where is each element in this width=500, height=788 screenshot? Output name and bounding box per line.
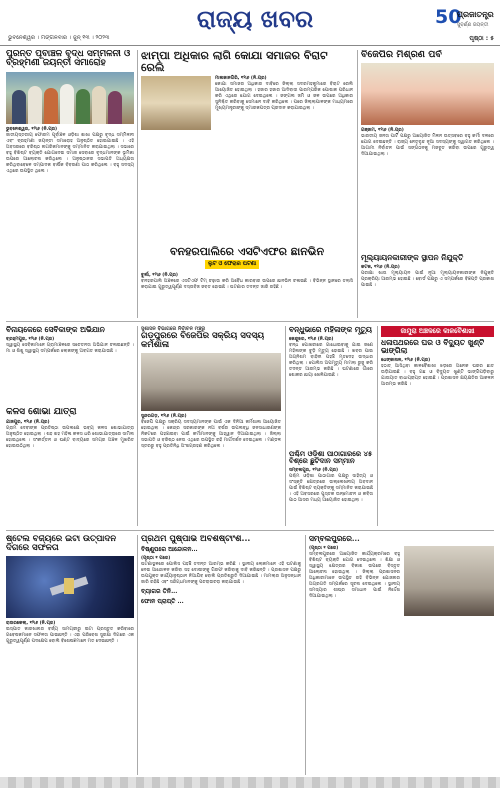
subhead-two: ବ୍ୟାଗର ତିନି... bbox=[141, 588, 178, 596]
story-evaluators bbox=[361, 254, 494, 318]
byline: ଧେଙ୍କାନାଳ, ୧୨ା୬ (ନି.ପ୍ର) bbox=[381, 357, 431, 363]
crowd-photo bbox=[6, 72, 134, 124]
page-header bbox=[0, 0, 500, 46]
byline: କେନ୍ଦୁଝର, ୧୨ା୬ (ନି.ପ୍ର) bbox=[289, 336, 334, 342]
byline: (ପୃଷ୍ଠା ୧ ପରେ) bbox=[309, 545, 339, 551]
story-body: ହଠାତ୍ ଆସିଥିବା କାଳବୈଶାଖୀ ଝଡ଼ରେ ଅନେକ ଘରର ଛାତ ଉଡ଼ିଯାଇଛି । ବହୁ ଗଛ ଓ ବିଦ୍ୟୁତ ଖୁଣ୍ଟି ଭାଙ୍ଗିପଡ଼ିବାରୁ ଯାତାୟାତ ବାଧାପ୍ରାପ୍ତ ହୋଇଛି । ପ୍ରଶାସନ କ୍ଷୟକ୍ଷତିର ଆକଳନ ଆରମ୍ଭ କରିଛି । bbox=[381, 363, 494, 387]
story-stf-raid bbox=[141, 246, 353, 318]
headline: ପ୍ରଥମ ପୁଷ୍ପାଭ ଅବଶିଷ୍ଟାଂଶ... bbox=[141, 535, 251, 544]
story-body: ଘଟଣାସ୍ଥଳରେ ପୋଲିସ ପହଞ୍ଚି ତଦନ୍ତ ଆରମ୍ଭ କରିଛି । ସ୍ଥାନୀୟ ଲୋକମାନେ ଏହି ଘଟଣାକୁ ନେଇ ଆନ୍ଦୋଳନ କରିବା ସହ ଦୋଷୀଙ୍କୁ ଗିରଫ କରିବାକୁ ଦାବି କରିଛନ୍ତି । ପ୍ରଶାସନ ପକ୍ଷରୁ ଉପଯୁକ୍ତ କାର୍ଯ୍ୟାନୁଷ୍ଠାନ ନିଆଯିବ ବୋଲି ପ୍ରତିଶ୍ରୁତି ଦିଆଯାଇଛି । ମାମଲାର ଅନୁସନ୍ଧାନ ଜାରି ରହିଛି ଏବଂ ସନ୍ଦିଗ୍ଧମାନଙ୍କୁ ପଚରାଉଚରା କରାଯାଉଛି । bbox=[141, 562, 301, 586]
dateline: ଭୁବନେଶ୍ୱର । ମଙ୍ଗଳବାର । ଜୁନ୍ ୧୩ । ୨୦୨୩ bbox=[8, 35, 110, 41]
headline: ଝାମ୍ପା ଅଧିକାର ଲାଗି କୋଯା ସମାଜର ବିରାଟ ରେଲି bbox=[141, 50, 328, 74]
story-body: ବନହରପାଲି ଅଞ୍ଚଳରେ ଏସଟିଏଫ ଟିମ୍ ଚଢ଼ାଉ କରି ଅବୈଧ କାରବାର ଉପରେ ଛାନଭିନ ଚଳାଇଛି । ବିଭିନ୍ନ ସ୍ଥାନରେ ତଲାସି କରାଯାଇ ଗୁରୁତ୍ୱପୂର୍ଣ୍ଣ ଦସ୍ତାବିଜ ଜବତ ହୋଇଛି । ଘଟଣାର ତଦନ୍ତ ଜାରି ରହିଛି । bbox=[141, 278, 353, 290]
story-sambalpur bbox=[309, 535, 494, 775]
byline: ଗଞ୍ଜାମ, ୧୨ା୬ (ନି.ପ୍ର) bbox=[361, 127, 404, 133]
story-drowning bbox=[289, 326, 373, 446]
headline: ବିଜେପିର ମିଶ୍ରଣ ପର୍ବ bbox=[361, 50, 442, 60]
subhead-three: ଫୋନ ପ୍ରାପ୍ତି ... bbox=[141, 597, 184, 605]
rally-photo bbox=[141, 76, 211, 130]
story-body: କୋଯା ସମାଜର ଅଧିକାର ଦାବିରେ ଜିଲ୍ଲା ସଦରମହକୁମାରେ ବିରାଟ ରେଲି ଆୟୋଜିତ ହୋଇଥିଲା । ହଜାର ହଜାର ଆଦିବାସୀ ପାରମ୍ପରିକ ପୋଷାକ ପରିଧାନ କରି ଏଥିରେ ଯୋଗ ଦେଇଥିଲେ । ଜଙ୍ଗଲ ଜମି ଓ ଜଳ ଉପରେ ଅଧିକାର ସୁନିଶ୍ଚିତ କରିବାକୁ ସେମାନେ ଦାବି କରିଥିଲେ । ପରେ ଜିଲ୍ଲାପାଳଙ୍କ ମାଧ୍ୟମରେ ମୁଖ୍ୟମନ୍ତ୍ରୀଙ୍କୁ ସ୍ମାରକପତ୍ର ପ୍ରଦାନ କରାଯାଇଥିଲା । bbox=[215, 82, 353, 112]
story-remains bbox=[141, 535, 301, 775]
story-bjp-workshop bbox=[141, 326, 281, 526]
byline: କଟକ, ୧୨ା୬ (ନି.ପ୍ର) bbox=[361, 264, 400, 270]
story-elderly-meet bbox=[6, 50, 134, 318]
headline: ମୂଲ୍ୟାୟନକାରୀଙ୍କ ସ୍ଥାପନ ନିଯୁକ୍ତି bbox=[361, 254, 464, 262]
color-registration-strip bbox=[0, 777, 500, 788]
story-bjp-milan bbox=[361, 50, 494, 250]
story-body: ଗ୍ରାମ ଦେବୀଙ୍କ ପ୍ରତିଷ୍ଠା ଉପଲକ୍ଷେ ଭବ୍ୟ କଳସ ଶୋଭାଯାତ୍ରା ଅନୁଷ୍ଠିତ ହୋଇଥିଲା । ଶହ ଶହ ମହିଳା କଳସ ଧରି ଶୋଭାଯାତ୍ରାରେ ସାମିଲ ହୋଇଥିଲେ । ସଂକୀର୍ତ୍ତନ ଓ ଘଣ୍ଟ ବାଦ୍ୟରେ ସମଗ୍ର ଅଞ୍ଚଳ ମୁଖରିତ ହୋଇଉଠିଥିଲା । bbox=[6, 426, 134, 450]
story-kalas-yatra bbox=[6, 408, 134, 528]
party-photo bbox=[361, 63, 494, 125]
story-body: ଇସ୍ପାତ କାରଖାନାର ବର୍ଜ୍ୟ ସାମଗ୍ରୀରୁ ଇଟା ପ୍ରସ୍ତୁତ କରିବାରେ ଗବେଷକମାନେ ସଫଳତା ପାଇଛନ୍ତି । ଏହା ପରିବେଶ ସୁରକ୍ଷା ଦିଗରେ ଏକ ଗୁରୁତ୍ୱପୂର୍ଣ୍ଣ ପଦକ୍ଷେପ ବୋଲି ବିଶେଷଜ୍ଞମାନେ ମତ ଦେଇଛନ୍ତି । bbox=[6, 626, 134, 644]
story-koya-rally bbox=[141, 50, 353, 242]
byline: ବ୍ରହ୍ମପୁର, ୧୨ା୬ (ନି.ପ୍ର) bbox=[6, 336, 55, 342]
story-tag: ଲୁଟ ଓ ଫେରାର ଘଟଣା bbox=[205, 260, 259, 269]
story-body: ଭାରତୀୟ ଜନତା ପାର୍ଟି ପକ୍ଷରୁ ଆୟୋଜିତ ମିଳନ ଉତ୍ସବରେ ବହୁ କର୍ମୀ ଦଳରେ ଯୋଗ ଦେଇଛନ୍ତି । ରାଜ୍ୟ ନେତୃବୃନ୍ଦ ନୂଆ ସଦସ୍ୟଙ୍କୁ ସ୍ୱାଗତ କରିଥିଲେ । ଆଗାମୀ ନିର୍ବାଚନ ପାଇଁ ସଙ୍ଗଠନକୁ ମଜବୁତ କରିବା ଉପରେ ଗୁରୁତ୍ୱ ଦିଆଯାଇଥିଲା । bbox=[361, 133, 494, 157]
headline: ବିନାୟକେରେ ସେବିକାଙ୍କ ଅଭିଯାନ bbox=[6, 326, 105, 334]
headline: ସମ୍ବଲପୁରରେ... bbox=[309, 535, 360, 543]
story-body: ପଶ୍ଚିମ ଓଡ଼ିଶା ପାଠାଗାର ପକ୍ଷରୁ ସାହିତ୍ୟ ଓ ସଂସ୍କୃତି କ୍ଷେତ୍ରରେ ଉଲ୍ଲେଖନୀୟ ଅବଦାନ ପାଇଁ ବିଶିଷ୍ଟ ବ୍ୟକ୍ତିଙ୍କୁ ସମ୍ମାନିତ କରାଯାଇଛି । ଏହି ଅବସରରେ ପୁସ୍ତକ ଉନ୍ମୋଚନ ଓ କବିତା ପାଠ ଆସର ମଧ୍ୟ ଆୟୋଜିତ ହୋଇଥିଲା । bbox=[289, 473, 373, 503]
story-storm-damage bbox=[381, 339, 494, 526]
story-steel-bricks bbox=[6, 535, 134, 775]
story-body: ସମ୍ବଲପୁରରେ ଆୟୋଜିତ କାର୍ଯ୍ୟକ୍ରମରେ ବହୁ ବିଶିଷ୍ଟ ବ୍ୟକ୍ତି ଯୋଗ ଦେଇଥିଲେ । ଶିକ୍ଷା ଓ ସ୍ୱାସ୍ଥ୍ୟ କ୍ଷେତ୍ରର ବିକାଶ ଉପରେ ବିସ୍ତୃତ ଆଲୋଚନା ହୋଇଥିଲା । ଜିଲ୍ଲା ପ୍ରଶାସନର ଅଧିକାରୀମାନେ ଉପସ୍ଥିତ ରହି ବିଭିନ୍ନ ଯୋଜନାର ଅଗ୍ରଗତି ସମ୍ପର୍କରେ ସୂଚନା ଦେଇଥିଲେ । ସ୍ଥାନୀୟ ସମସ୍ୟାର ଶୀଘ୍ର ସମାଧାନ ପାଇଁ ନିର୍ଦ୍ଦେଶ ଦିଆଯାଇଥିଲା । bbox=[309, 551, 400, 599]
subhead-one: ବିଷ୍ଣୁପରେ ଆନ୍ଦୋଳନ... bbox=[141, 545, 198, 553]
headline: ବନ୍ଧୁଭାରେ ମହିଳାଙ୍କ ମୃତ୍ୟୁ bbox=[289, 326, 372, 334]
byline: ବୁର୍ଲା, ୧୨ା୬ (ନି.ପ୍ର) bbox=[141, 272, 178, 278]
story-sevika bbox=[6, 326, 134, 404]
story-body: ପରୀକ୍ଷା ଖାତା ମୂଲ୍ୟାୟନ ପାଇଁ ନୂଆ ମୂଲ୍ୟାୟନକାରୀଙ୍କ ନିଯୁକ୍ତି ପ୍ରକ୍ରିୟା ଆରମ୍ଭ ହୋଇଛି । ବୋର୍ଡ ପକ୍ଷରୁ ଏ ସମ୍ପର୍କରେ ବିଜ୍ଞପ୍ତି ପ୍ରକାଶ ପାଇଛି । bbox=[361, 270, 494, 288]
logo-name: ପ୍ରଜାତନ୍ତ୍ର bbox=[457, 10, 494, 19]
logo-50-mark: 50 bbox=[435, 6, 462, 28]
workshop-photo bbox=[141, 353, 281, 411]
story-body: ବନ୍ଧ ପୋଖରୀରେ ଗାଧୋଇବାକୁ ଯାଇ ଜଣେ ମହିଳାଙ୍କ ବୁଡ଼ି ମୃତ୍ୟୁ ହୋଇଛି । ଖବର ପାଇ ଅଗ୍ନିଶମ ବାହିନୀ ପହଞ୍ଚି ମୃତଦେହ ଉଦ୍ଧାର କରିଥିଲା । ପୋଲିସ ଅପମୃତ୍ୟୁ ମାମଲା ରୁଜୁ କରି ତଦନ୍ତ ଆରମ୍ଭ କରିଛି । ଘଟଣାରେ ଗାଁରେ ଶୋକର ଛାୟା ଖେଳିଯାଇଛି । bbox=[289, 342, 373, 378]
ceremony-photo bbox=[404, 546, 494, 616]
headline: ପୁରିନ୍ତ ପୂର୍ବାଞ୍ଚଳ ବୃଦ୍ଧ ସମ୍ମିଳନୀ ଓ ବ୍ରହ୍ମଣୀ ଜୟନ୍ତୀ ସମାରୋହ bbox=[6, 50, 131, 69]
byline: ସୁନ୍ଦରଗଡ଼, ୧୨ା୬ (ନି.ପ୍ର) bbox=[141, 413, 187, 419]
story-library-award bbox=[289, 450, 373, 526]
kicker: ସୁଶାସନ ବିଭାଗରେ ନିର୍ବାଚନ ମଞ୍ଚରୁ bbox=[141, 326, 206, 332]
byline: ରାଉରକେଲା, ୧୨ା୬ (ନି.ପ୍ର) bbox=[6, 620, 56, 626]
kicker-bar: ଜାମୁରା ଅଞ୍ଚଳରେ କାଳବୈଶାଖୀ bbox=[381, 326, 494, 337]
story-body: ଜାତୀୟସ୍ତରୀୟ ଫୋରମ ପୂର୍ବାଞ୍ଚଳ ଓଡ଼ିଶା ଶାଖା ପକ୍ଷରୁ ବୃଦ୍ଧ ସମ୍ମିଳନୀ ଏବଂ ବ୍ରହ୍ମଣୀ ଜୟନ୍ତୀ ସମାରୋହ ଅନୁଷ୍ଠିତ ହୋଇଯାଇଛି । ଏହି ଅବସରରେ ବରିଷ୍ଠ ନାଗରିକମାନଙ୍କୁ ସମ୍ମାନିତ କରାଯାଇଥିଲା । ସଭାରେ ବହୁ ବିଶିଷ୍ଟ ବ୍ୟକ୍ତି ଯୋଗଦେଇ ସମାଜ ସେବାରେ ବୃଦ୍ଧମାନଙ୍କ ଭୂମିକା ଉପରେ ଆଲୋଚନା କରିଥିଲେ । ଅନୁଷ୍ଠାନର ସଭାପତି ଅଧ୍ୟକ୍ଷତା କରିଥିବାବେଳେ ସମ୍ପାଦକ ବାର୍ଷିକ ବିବରଣୀ ପାଠ କରିଥିଲେ । ବହୁ ସଦସ୍ୟ ଏଥିରେ ଉପସ୍ଥିତ ଥିଲେ । bbox=[6, 132, 134, 174]
headline: କଳସ ଶୋଭା ଯାତ୍ରା bbox=[6, 408, 77, 417]
headline: ଧଳାପଥରରେ ଘର ଓ ବିଦ୍ୟୁତ ଖୁଣ୍ଟି ଭାଙ୍ଗିଲା bbox=[381, 339, 485, 355]
byline: ସମ୍ବଲପୁର, ୧୨ା୬ (ନି.ପ୍ର) bbox=[289, 467, 339, 473]
headline: ବନହରପାଲିରେ ଏସଟିଏଫର ଛାନଭିନ bbox=[169, 246, 325, 258]
story-body: ସ୍ୱାସ୍ଥ୍ୟ ସେବିକାମାନେ ଗ୍ରାମାଞ୍ଚଳରେ ସଚେତନତା ଅଭିଯାନ ଚଳାଇଛନ୍ତି । ମା ଓ ଶିଶୁ ସ୍ୱାସ୍ଥ୍ୟ ସମ୍ପର୍କରେ ଲୋକଙ୍କୁ ଅବଗତ କରାଯାଉଛି । bbox=[6, 342, 134, 354]
byline: (ପୃଷ୍ଠା ୧ ପରେ) bbox=[141, 556, 171, 562]
page-number: ପୃଷ୍ଠା : ୫ bbox=[469, 35, 494, 42]
byline: ମାଲକାନଗିରି, ୧୨ା୬ (ନି.ପ୍ର) bbox=[215, 76, 267, 82]
headline: ଗଡ଼ପୁରରେ ବିଜେପିର ସକ୍ରିୟ ସଦସ୍ୟ କର୍ମଶାଳା bbox=[141, 331, 265, 350]
satellite-photo bbox=[6, 556, 134, 618]
headline: ପଶ୍ଚିମ ଓଡ଼ିଶା ପାଠାଗାରରେ ୪୫ ବିଶ୍ରେ ଛୁଟିଦାନ ସମ୍ମାନ bbox=[289, 450, 373, 466]
section-title: ରାଜ୍ୟ ଖବର bbox=[196, 4, 314, 33]
byline: ଭୁବନେଶ୍ୱର, ୧୨ା୬ (ନି.ପ୍ର) bbox=[6, 126, 58, 132]
headline: ଷ୍ଟେଲ ବର୍ଜ୍ୟରେ ଇଟା ଉତ୍ପାଦନ ଦିଗରେ ସଫଳତା bbox=[6, 535, 117, 553]
byline: ଯାଜପୁର, ୧୨ା୬ (ନି.ପ୍ର) bbox=[6, 420, 50, 426]
story-body: ବିଜେପି ପକ୍ଷରୁ ସକ୍ରିୟ ସଦସ୍ୟମାନଙ୍କ ପାଇଁ ଏକ ଦିନିଆ କର୍ମଶାଳା ଆୟୋଜିତ ହୋଇଥିଲା । କେନ୍ଦ୍ର ସରକାରଙ୍କ ନଅ ବର୍ଷର ଉପଲବ୍ଧି ଜନସାଧାରଣଙ୍କ ନିକଟରେ ପହଞ୍ଚାଇବା ପାଇଁ କର୍ମୀମାନଙ୍କୁ ଆହ୍ୱାନ ଦିଆଯାଇଥିଲା । ଜିଲ୍ଲା ସଭାପତି ଓ ବରିଷ୍ଠ ନେତା ଏଥିରେ ଉପସ୍ଥିତ ରହି ମାର୍ଗଦର୍ଶନ ଦେଇଥିଲେ । ମଣ୍ଡଳ ସ୍ତରରୁ ବହୁ ପ୍ରତିନିଧି ଅଂଶଗ୍ରହଣ କରିଥିଲେ । bbox=[141, 419, 281, 449]
logo-subtitle: ସୁବର୍ଣ୍ଣ ଜୟନ୍ତୀ bbox=[457, 22, 489, 28]
newspaper-logo bbox=[435, 4, 497, 36]
